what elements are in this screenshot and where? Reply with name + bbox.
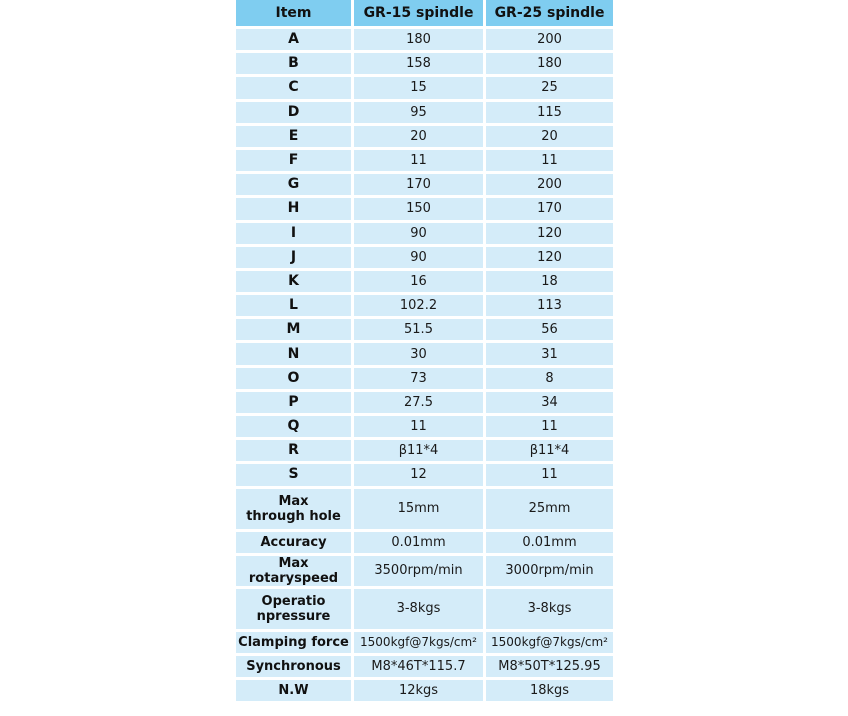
row-gr25: M8*50T*125.95 (486, 656, 613, 677)
header-item: Item (236, 0, 351, 26)
row-gr15: 3-8kgs (354, 589, 483, 629)
row-gr15: 27.5 (354, 392, 483, 413)
row-gr25: 170 (486, 198, 613, 219)
row-item-line1: Operatio (261, 593, 326, 609)
row-gr25: 34 (486, 392, 613, 413)
row-gr15: 73 (354, 368, 483, 389)
row-gr15: 15mm (354, 489, 483, 529)
row-item: N.W (236, 680, 351, 701)
table-row (236, 464, 613, 485)
row-gr25: 180 (486, 53, 613, 74)
row-gr25: 11 (486, 416, 613, 437)
row-gr25: 25mm (486, 489, 613, 529)
table-row (236, 532, 613, 553)
table-row (236, 368, 613, 389)
row-gr25: 200 (486, 29, 613, 50)
table-row (236, 319, 613, 340)
row-gr15: 158 (354, 53, 483, 74)
table-row (236, 556, 613, 586)
table-row (236, 53, 613, 74)
table-row (236, 680, 613, 701)
row-gr15: M8*46T*115.7 (354, 656, 483, 677)
table-row (236, 102, 613, 123)
row-gr15: 15 (354, 77, 483, 98)
row-gr25: 20 (486, 126, 613, 147)
row-gr15: 180 (354, 29, 483, 50)
row-gr25: 18kgs (486, 680, 613, 701)
header-row (236, 0, 613, 26)
row-item: B (236, 53, 351, 74)
row-gr25: 11 (486, 464, 613, 485)
row-item: Synchronous (236, 656, 351, 677)
row-gr15: 16 (354, 271, 483, 292)
row-item-line1: Max (278, 493, 309, 509)
table-row (236, 223, 613, 244)
row-gr15: 90 (354, 223, 483, 244)
row-item: D (236, 102, 351, 123)
table-row (236, 174, 613, 195)
row-item: L (236, 295, 351, 316)
row-gr15: β11*4 (354, 440, 483, 461)
row-item: K (236, 271, 351, 292)
table-row (236, 126, 613, 147)
row-item: Accuracy (236, 532, 351, 553)
row-gr25: 120 (486, 223, 613, 244)
row-gr25: 56 (486, 319, 613, 340)
header-gr25: GR-25 spindle (486, 0, 613, 26)
row-item-line2: npressure (256, 608, 331, 624)
table-row (236, 198, 613, 219)
spindle-spec-table (233, 0, 616, 704)
table-row (236, 77, 613, 98)
row-item: Clamping force (236, 632, 351, 653)
row-gr15: 30 (354, 343, 483, 364)
row-gr15: 1500kgf@7kgs/cm² (354, 632, 483, 653)
row-item: J (236, 247, 351, 268)
table-row (236, 656, 613, 677)
table-row (236, 589, 613, 629)
row-gr15: 12kgs (354, 680, 483, 701)
row-gr25: 25 (486, 77, 613, 98)
row-item: Q (236, 416, 351, 437)
row-gr15: 102.2 (354, 295, 483, 316)
table-row (236, 489, 613, 529)
table-row (236, 295, 613, 316)
row-gr15: 11 (354, 416, 483, 437)
row-gr25: β11*4 (486, 440, 613, 461)
row-gr25: 11 (486, 150, 613, 171)
row-gr15: 0.01mm (354, 532, 483, 553)
table-row (236, 440, 613, 461)
row-gr25: 113 (486, 295, 613, 316)
row-item: R (236, 440, 351, 461)
table-row (236, 392, 613, 413)
row-gr25: 31 (486, 343, 613, 364)
row-item: E (236, 126, 351, 147)
row-gr15: 3500rpm/min (354, 556, 483, 586)
row-gr25: 8 (486, 368, 613, 389)
row-item (236, 489, 351, 529)
row-item (236, 589, 351, 629)
row-item: S (236, 464, 351, 485)
row-item: G (236, 174, 351, 195)
row-gr15: 170 (354, 174, 483, 195)
row-gr15: 150 (354, 198, 483, 219)
row-item: N (236, 343, 351, 364)
row-gr25: 200 (486, 174, 613, 195)
row-item: P (236, 392, 351, 413)
row-gr15: 90 (354, 247, 483, 268)
table-row (236, 632, 613, 653)
row-item: I (236, 223, 351, 244)
table-row (236, 150, 613, 171)
row-gr25: 3000rpm/min (486, 556, 613, 586)
header-gr15: GR-15 spindle (354, 0, 483, 26)
table-row (236, 416, 613, 437)
row-item: H (236, 198, 351, 219)
row-gr15: 95 (354, 102, 483, 123)
table-row (236, 247, 613, 268)
table-row (236, 271, 613, 292)
row-gr15: 51.5 (354, 319, 483, 340)
row-gr25: 115 (486, 102, 613, 123)
row-item: C (236, 77, 351, 98)
row-gr15: 12 (354, 464, 483, 485)
row-gr25: 3-8kgs (486, 589, 613, 629)
row-item: M (236, 319, 351, 340)
row-gr25: 1500kgf@7kgs/cm² (486, 632, 613, 653)
row-gr15: 20 (354, 126, 483, 147)
row-item-line2: through hole (246, 508, 341, 524)
row-gr25: 18 (486, 271, 613, 292)
table-row (236, 29, 613, 50)
row-item: F (236, 150, 351, 171)
row-gr15: 11 (354, 150, 483, 171)
row-item: A (236, 29, 351, 50)
row-item: Max rotaryspeed (236, 556, 351, 586)
table-row (236, 343, 613, 364)
row-gr25: 0.01mm (486, 532, 613, 553)
row-item: O (236, 368, 351, 389)
row-gr25: 120 (486, 247, 613, 268)
